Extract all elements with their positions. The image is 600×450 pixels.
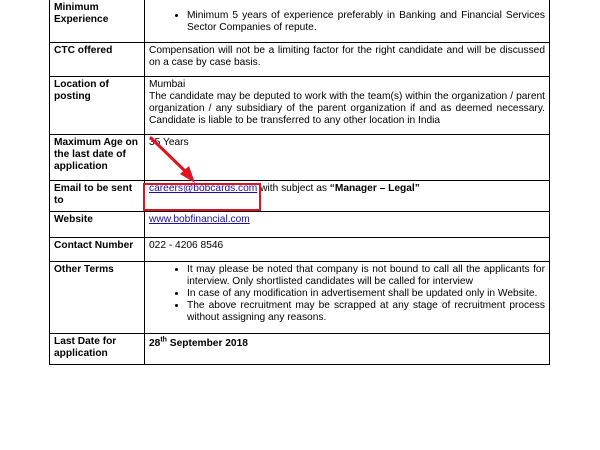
row-label-experience: Minimum Experience [50,0,145,43]
row-label-location: Location of posting [50,77,145,135]
row-label-contact: Contact Number [50,238,145,262]
row-label-email: Email to be sent to [50,181,145,212]
location-city: Mumbai [149,79,186,90]
last-date-day: 28 [149,338,161,349]
website-link[interactable]: www.bobfinancial.com [149,214,250,225]
last-date-suffix: th [160,336,167,344]
row-label-last-date: Last Date for application [50,334,145,365]
row-label-ctc: CTC offered [50,43,145,77]
row-label-website: Website [50,212,145,238]
last-date-month: September 2018 [166,338,248,349]
location-details: The candidate may be deputed to work with the team(s) within the organization / parent organization / any subsidiary of the parent organization if and as deemed necessary. Candidate is liable to be transferred to any other location in India [149,91,545,126]
list-item: • In case of any modification in advertisement shall be updated only in Website. [187,288,545,300]
row-label-max-age: Maximum Age on the last date of application [50,135,145,181]
list-item: • The above recruitment may be scrapped at any stage of recruitment process without assigning any reasons. [187,300,545,324]
row-value-ctc: Compensation will not be a limiting factor for the right candidate and will be discussed on a case by case basis. [145,43,550,77]
email-mid-text: with subject as [257,183,330,194]
email-link[interactable]: careers@bobcards.com [149,183,258,194]
list-item: • It may please be noted that company is not bound to call all the applicants for interview. Only shortlisted candidates will be called for interview [187,264,545,288]
list-item: • Minimum 5 years of experience preferably in Banking and Financial Services Sector Companies of repute. [187,10,545,34]
row-value-contact: 022 - 4206 8546 [145,238,550,262]
row-label-other-terms: Other Terms [50,262,145,334]
email-subject: “Manager – Legal” [329,183,420,194]
row-value-max-age: 35 Years [145,135,550,181]
